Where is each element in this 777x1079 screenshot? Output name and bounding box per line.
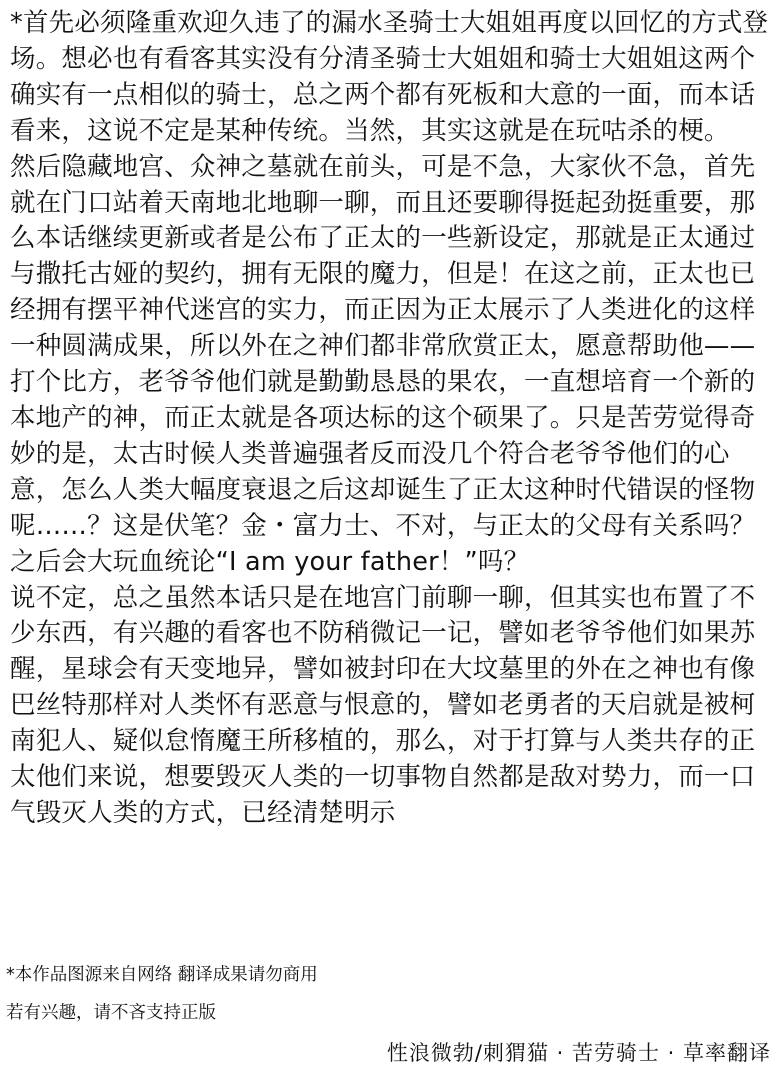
footer-notes (6, 963, 766, 1025)
translator-credits: 性浪微勃/刺猬猫 · 苦劳骑士 · 草率翻译 (386, 1041, 771, 1065)
paragraph-2: 然后隐藏地宫、众神之墓就在前头，可是不急，大家伙不急，首先就在门口站着天南地北地聊一聊，而且还要聊得挺起劲挺重要，那么本话继续更新或者是公布了正太的一些新设定，那就是正太通过与撒托古娅的契约，拥有无限的魔力，但是！在这之前，正太也已经拥有摆平神代迷宫的实力，而正因为正太展示了人类进化的这样一种圆满成果，所以外在之神们都非常欣赏正太，愿意帮助他——打个比方，老爷爷他们就是勤勤恳恳的果农，一直想培育一个新的本地产的神，而正太就是各项达标的这个硕果了。只是苦劳觉得奇妙的是，太古时候人类普遍强者反而没几个符合老爷爷他们的心意，怎么人类大幅度衰退之后这却诞生了正太这种时代错误的怪物呢……？这是伏笔？金・富力士、不对，与正太的父母有关系吗？之后会大玩血统论“I am your father！”吗？ (10, 151, 756, 577)
support-note: 若有兴趣，请不吝支持正版 (6, 1003, 216, 1023)
paragraph-1: *首先必须隆重欢迎久违了的漏水圣骑士大姐姐再度以回忆的方式登场。想必也有看客其实没有分清圣骑士大姐姐和骑士大姐姐这两个确实有一点相似的骑士，总之两个都有死板和大意的一面，而本话看来，这说不定是某种传统。当然，其实这就是在玩咕杀的梗。 (10, 8, 769, 146)
paragraph-3: 说不定，总之虽然本话只是在地宫门前聊一聊，但其实也布置了不少东西，有兴趣的看客也不防稍微记一记，譬如老爷爷他们如果苏醒，星球会有天变地异，譬如被封印在大坟墓里的外在之神也有像巴丝特那样对人类怀有恶意与恨意的，譬如老勇者的天启就是被柯南犯人、疑似怠惰魔王所移植的，那么，对于打算与人类共存的正太他们来说，想要毁灭人类的一切事物自然都是敌对势力，而一口气毁灭人类的方式，已经清楚明示 (10, 582, 756, 828)
copyright-note: *本作品图源来自网络 翻译成果请勿商用 (6, 965, 318, 985)
main-text-block (10, 6, 772, 832)
